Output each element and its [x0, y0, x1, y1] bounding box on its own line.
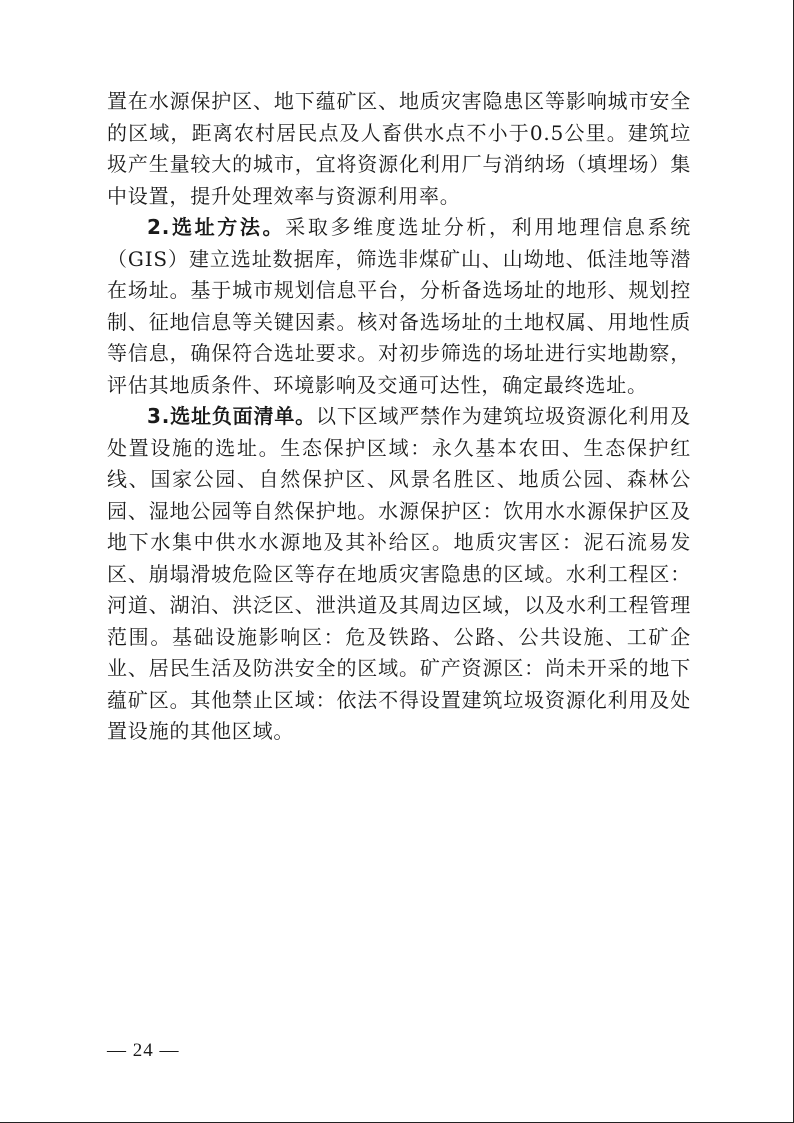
page-number: — 24 —: [107, 1040, 180, 1061]
section-heading-site-method: 2.选址方法。: [147, 215, 286, 239]
paragraph-site-method: [107, 212, 691, 401]
paragraph-text: 以下区域严禁作为建筑垃圾资源化利用及处置设施的选址。生态保护区域：永久基本农田、生态保护红线、国家公园、自然保护区、风景名胜区、地质公园、森林公园、湿地公园等自然保护地。水源保护区：饮用水水源保护区及地下水集中供水水源地及其补给区。地质灾害区：泥石流易发区、崩塌滑坡危险区等存在地质灾害隐患的区域。水利工程区：河道、湖泊、洪泛区、泄洪道及其周边区域，以及水利工程管理范围。基础设施影响区：危及铁路、公路、公共设施、工矿企业、居民生活及防洪安全的区域。矿产资源区：尚未开采的地下蕴矿区。其他禁止区域：依法不得设置建筑垃圾资源化利用及处置设施的其他区域。: [107, 404, 691, 743]
paragraph-continuation: [107, 86, 691, 212]
section-heading-negative-list: 3.选址负面清单。: [147, 404, 316, 428]
paragraph-text: 置在水源保护区、地下蕴矿区、地质灾害隐患区等影响城市安全的区域，距离农村居民点及人畜供水点不小于0.5公里。建筑垃圾产生量较大的城市，宜将资源化利用厂与消纳场（填埋场）集中设置，提升处理效率与资源利用率。: [107, 89, 691, 208]
body-text: [107, 86, 691, 748]
paragraph-text: 采取多维度选址分析，利用地理信息系统（GIS）建立选址数据库，筛选非煤矿山、山坳地、低洼地等潜在场址。基于城市规划信息平台，分析备选场址的地形、规划控制、征地信息等关键因素。核对备选场址的土地权属、用地性质等信息，确保符合选址要求。对初步筛选的场址进行实地勘察，评估其地质条件、环境影响及交通可达性，确定最终选址。: [107, 215, 691, 397]
paragraph-negative-list: [107, 401, 691, 748]
